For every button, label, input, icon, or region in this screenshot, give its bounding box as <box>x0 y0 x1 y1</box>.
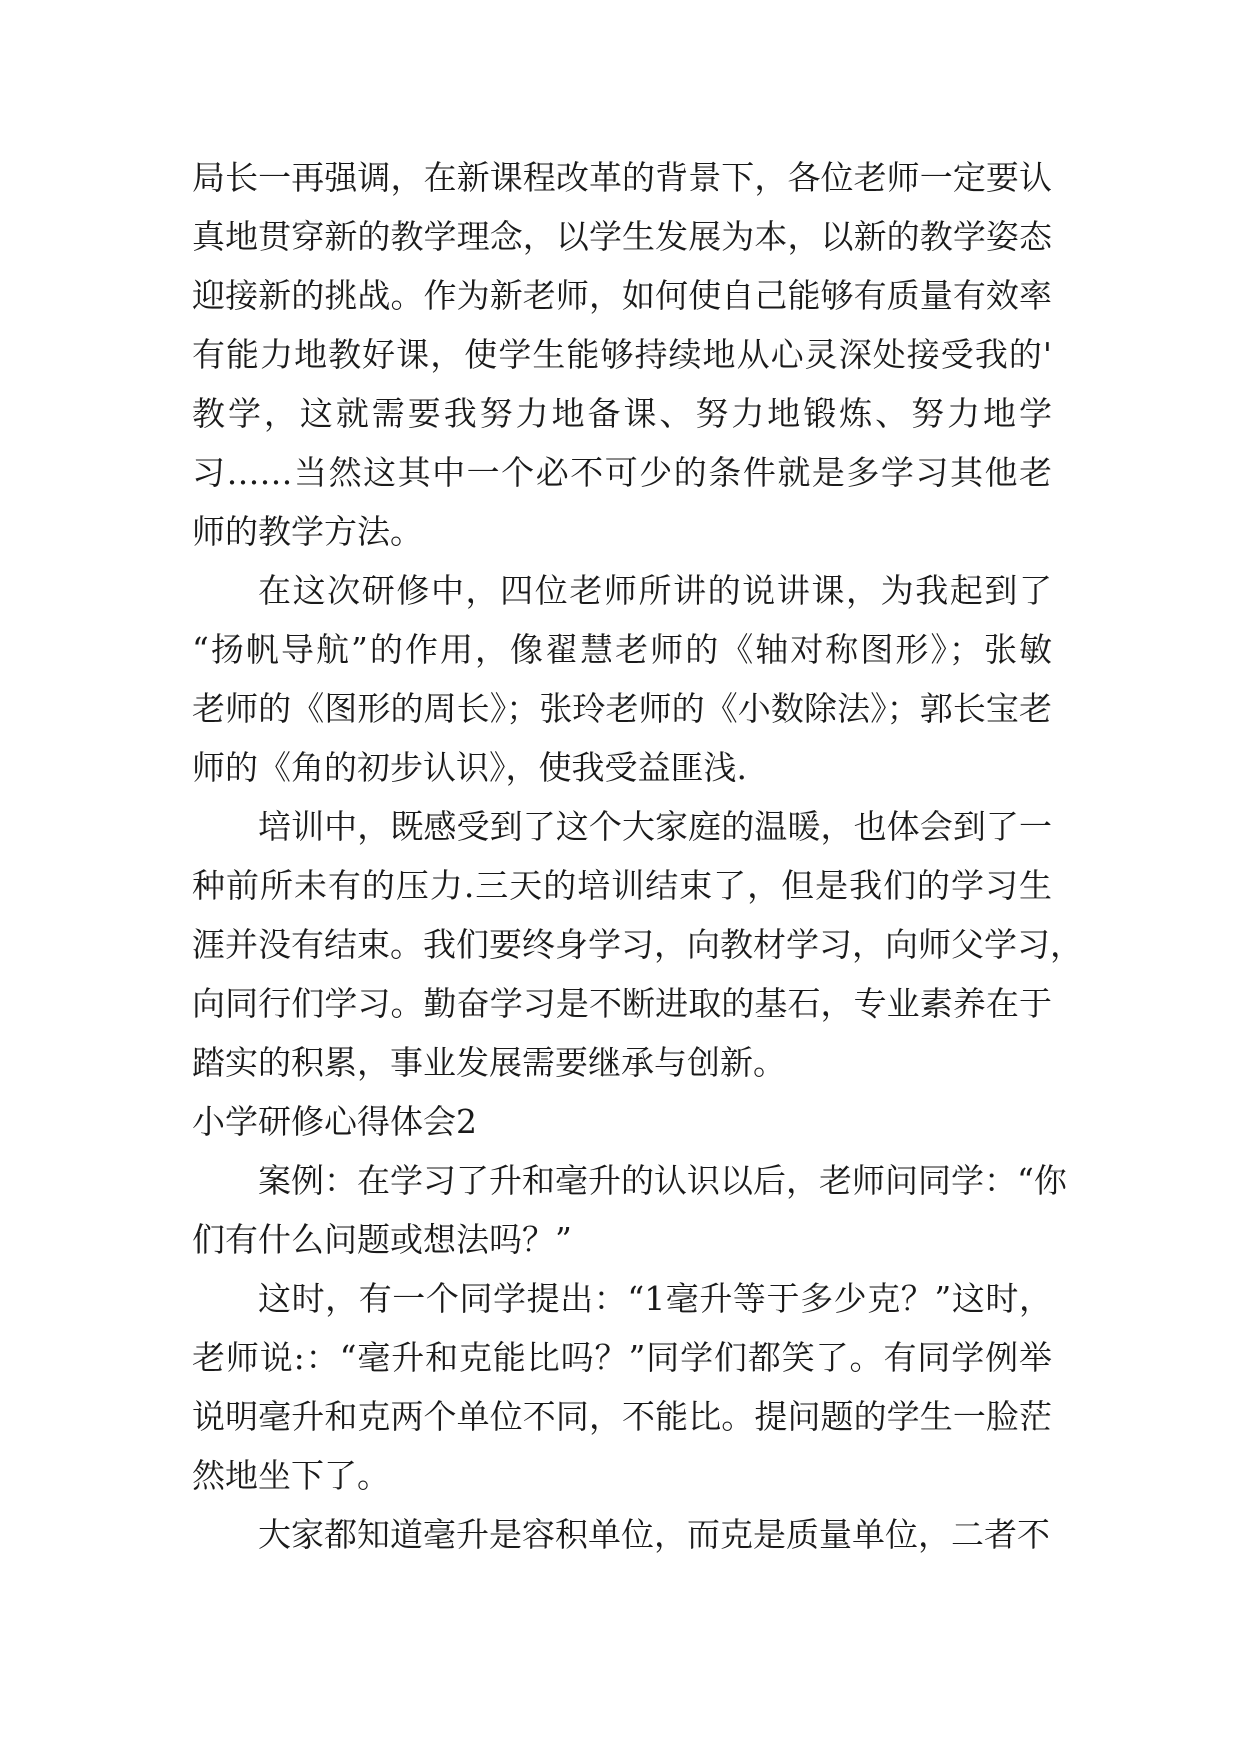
text-line: 培训中，既感受到了这个大家庭的温暖，也体会到了一 <box>258 807 1052 846</box>
text-line: 教学，这就需要我努力地备课、努力地锻炼、努力地学 <box>192 394 1052 433</box>
text-line: 种前所未有的压力.三天的培训结束了，但是我们的学习生 <box>192 866 1052 905</box>
paragraph <box>192 1151 1067 1269</box>
document-body <box>192 148 1083 1564</box>
text-line: 局长一再强调，在新课程改革的背景下，各位老师一定要认 <box>192 158 1052 197</box>
text-line: 迎接新的挑战。作为新老师，如何使自己能够有质量有效率 <box>192 276 1052 315</box>
heading-text: 小学研修心得体会2 <box>192 1102 477 1141</box>
text-line: 案例：在学习了升和毫升的认识以后，老师问同学：“你 <box>258 1161 1067 1200</box>
text-line: 师的教学方法。 <box>192 512 423 551</box>
text-line: 涯并没有结束。我们要终身学习，向教材学习，向师父学习， <box>192 925 1083 964</box>
text-line: 大家都知道毫升是容积单位，而克是质量单位，二者不 <box>258 1515 1050 1554</box>
text-line: 老师的《图形的周长》；张玲老师的《小数除法》；郭长宝老 <box>192 689 1052 728</box>
text-line: 们有什么问题或想法吗？” <box>192 1220 572 1259</box>
paragraph <box>192 148 1052 561</box>
text-line: 真地贯穿新的教学理念，以学生发展为本，以新的教学姿态 <box>192 217 1052 256</box>
text-line: 老师说:：“毫升和克能比吗？”同学们都笑了。有同学例举 <box>192 1338 1052 1377</box>
text-line: 习……当然这其中一个必不可少的条件就是多学习其他老 <box>192 453 1052 492</box>
text-line: 向同行们学习。勤奋学习是不断进取的基石，专业素养在于 <box>192 984 1052 1023</box>
paragraph <box>192 561 1052 797</box>
paragraph <box>192 797 1083 1092</box>
text-line: 说明毫升和克两个单位不同，不能比。提问题的学生一脸茫 <box>192 1397 1052 1436</box>
text-line: 踏实的积累，事业发展需要继承与创新。 <box>192 1043 786 1082</box>
paragraph <box>192 1269 1052 1505</box>
text-line: 然地坐下了。 <box>192 1456 390 1495</box>
text-line: 有能力地教好课，使学生能够持续地从心灵深处接受我的' <box>192 335 1052 374</box>
section-heading <box>192 1092 1052 1151</box>
text-line: 师的《角的初步认识》，使我受益匪浅. <box>192 748 747 787</box>
text-line: “扬帆导航”的作用，像翟慧老师的《轴对称图形》；张敏 <box>192 630 1052 669</box>
text-line: 这时，有一个同学提出：“1毫升等于多少克？”这时， <box>258 1279 1052 1318</box>
paragraph <box>192 1505 1052 1564</box>
text-line: 在这次研修中，四位老师所讲的说讲课，为我起到了 <box>258 571 1052 610</box>
